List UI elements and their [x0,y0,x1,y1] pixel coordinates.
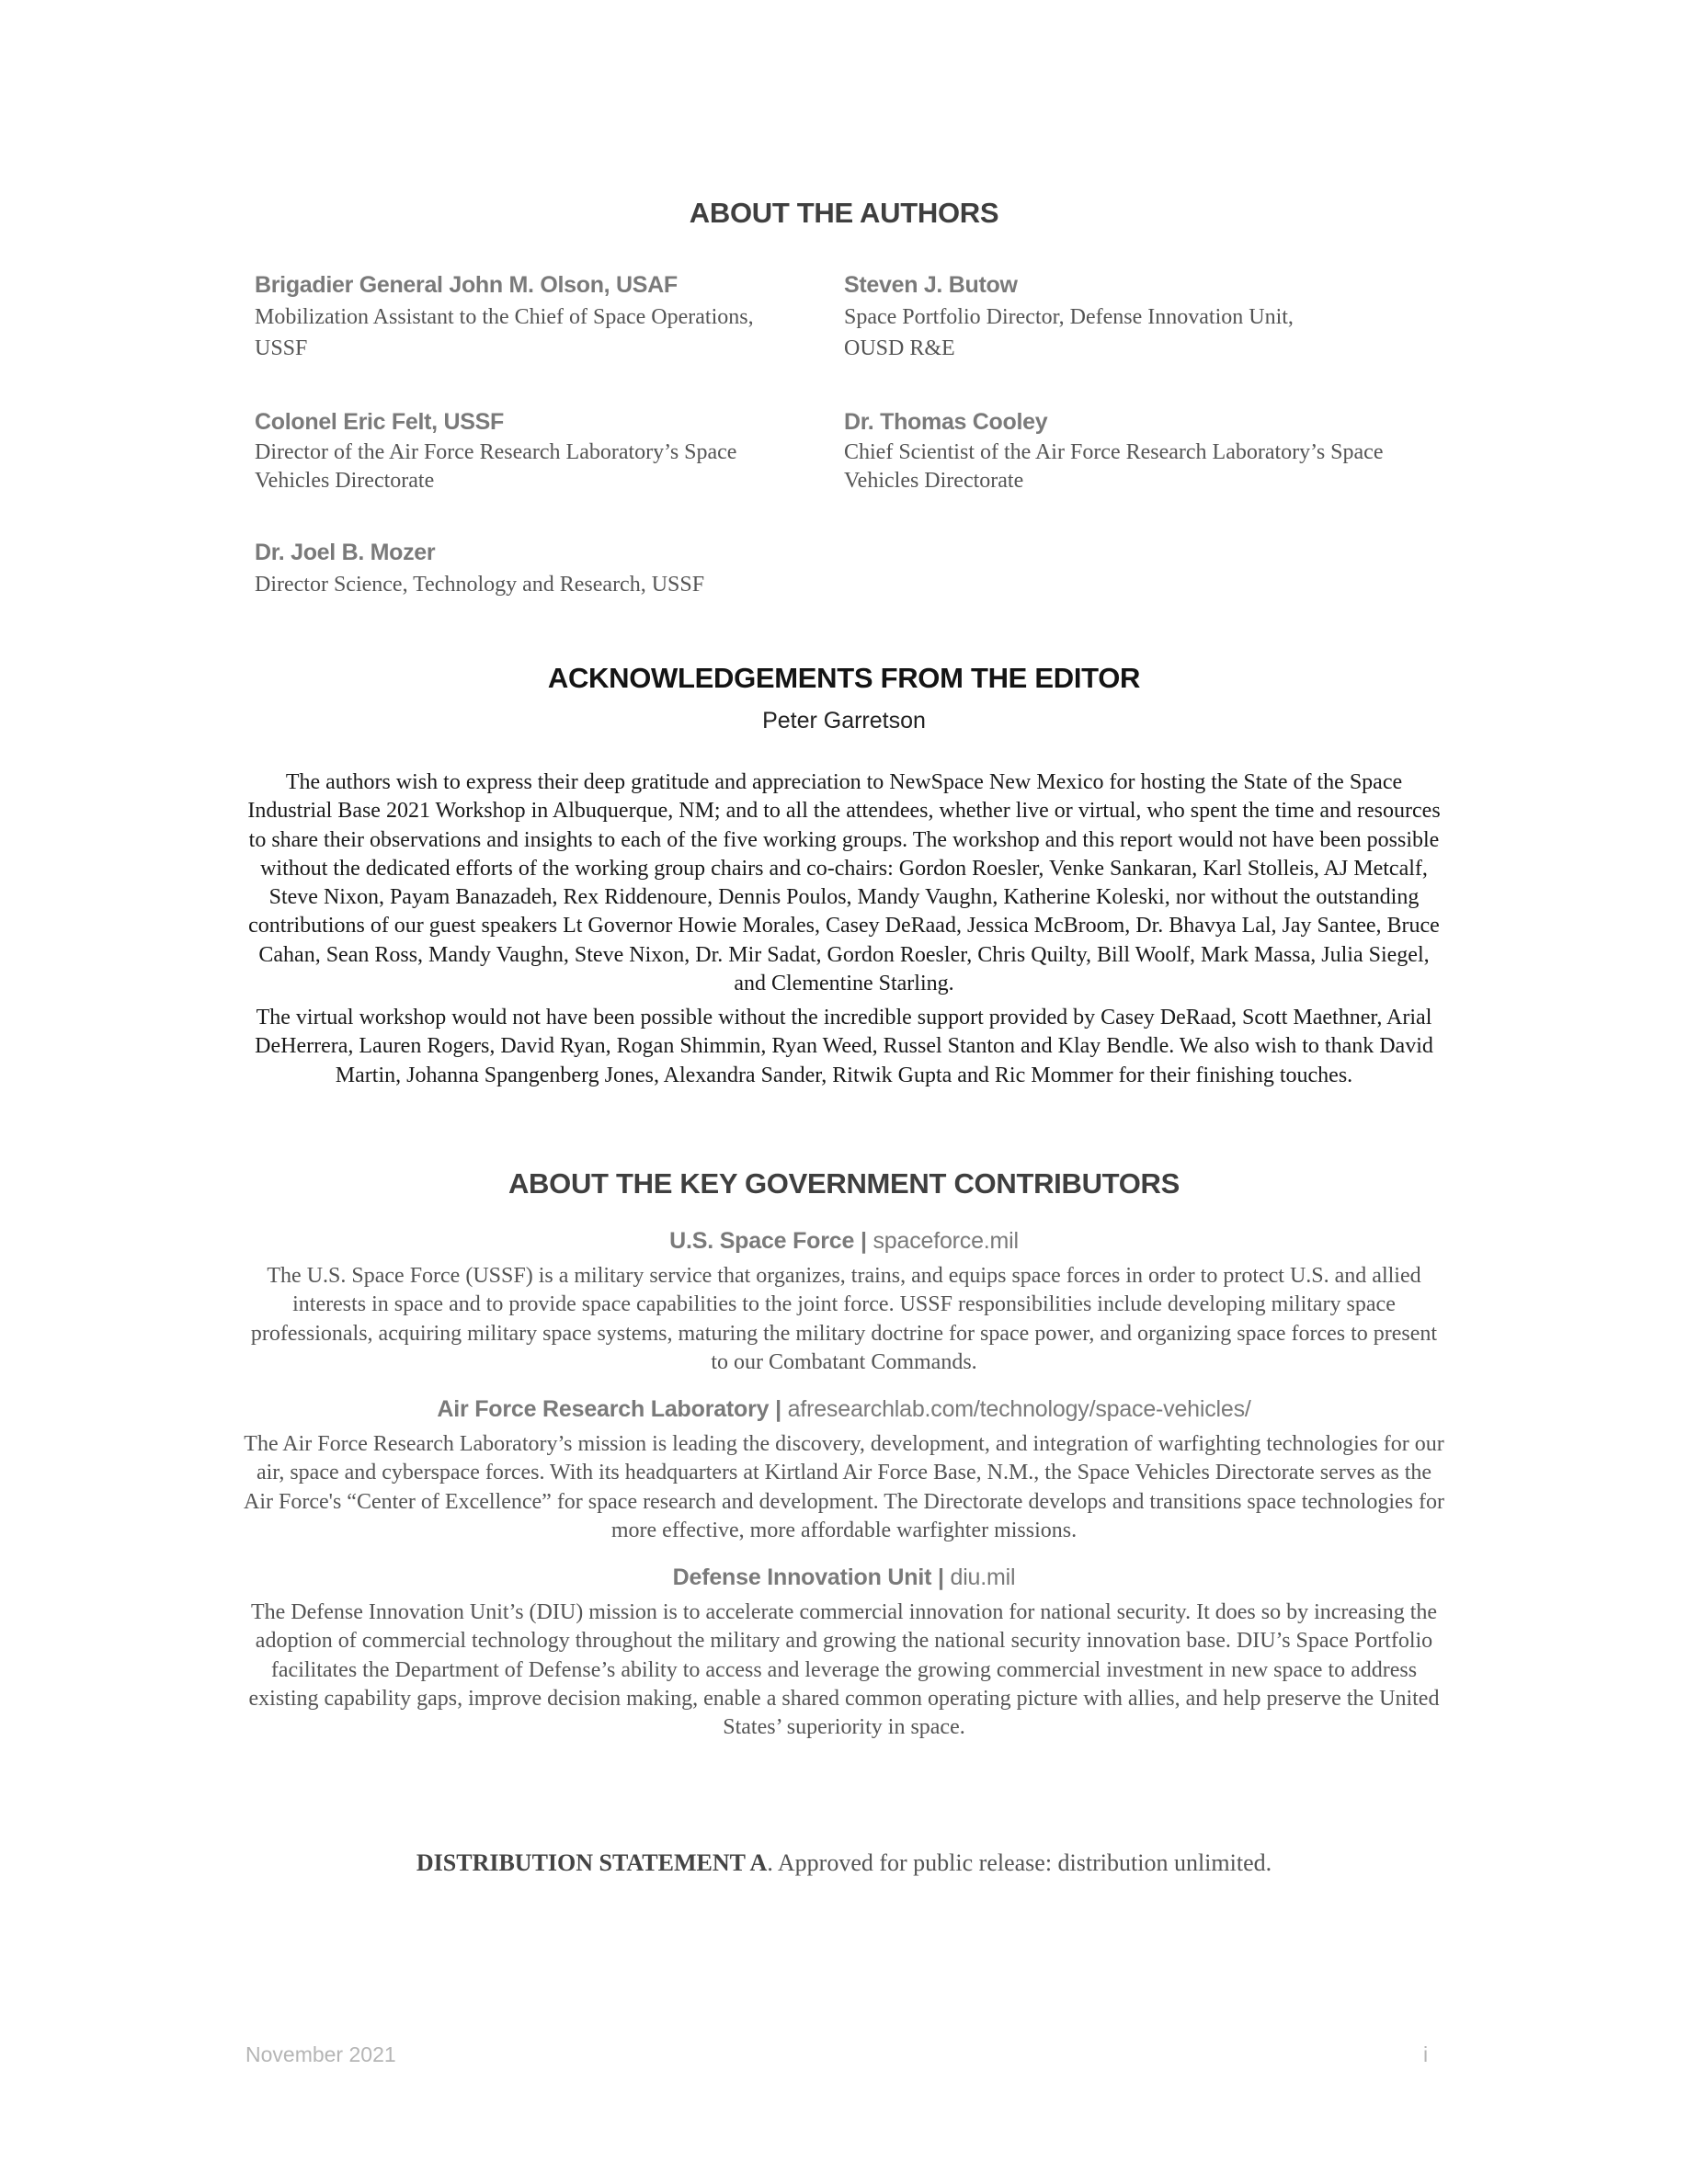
org-name: U.S. Space Force [669,1228,855,1254]
author-role: Director Science, Technology and Research, USSF [255,573,705,597]
author-name: Steven J. Butow [844,272,1018,298]
acknowledgements-title: ACKNOWLEDGEMENTS FROM THE EDITOR [547,662,1141,694]
author-entry [255,268,806,364]
org-description: The Air Force Research Laboratory’s mission is leading the discovery, development, and integration of warfighting technologies for our air, space and cyberspace forces. With its headquarters at Kirtland Air Force Base, N.M., the Space Vehicles Directorate serves as the Air Force's “Center of Excellence” for space research and development. The Directorate develops and transitions space technologies for more effective, more affordable warfighter missions. [243,1432,1444,1542]
distribution-text: . Approved for public release: distribution unlimited. [767,1849,1272,1876]
distribution-label: DISTRIBUTION STATEMENT A [416,1849,768,1876]
author-name: Dr. Joel B. Mozer [255,540,436,565]
org-url: afresearchlab.com/technology/space-vehicles/ [787,1396,1251,1422]
distribution-statement [0,1849,1688,1877]
acknowledgements-paragraph: The authors wish to express their deep gratitude and appreciation to NewSpace New Mexico for hosting the State of the Space Industrial Base 2021 Workshop in Albuquerque, NM; and to all the attendees, whether live or virtual, who spent the time and resources to share their observations and insights to each of the five working groups. The workshop and this report would not have been possible without the dedicated efforts of the working group chairs and co-chairs: Gordon Roesler, Venke Sankaran, Karl Stolleis, AJ Metcalf, Steve Nixon, Payam Banazadeh, Rex Riddenoure, Dennis Poulos, Mandy Vaughn, Katherine Koleski, nor without the outstanding contributions of our guest speakers Lt Governor Howie Morales, Casey DeRaad, Jessica McBroom, Dr. Bhavya Lal, Jay Santee, Bruce Cahan, Sean Ross, Mandy Vaughn, Steve Nixon, Dr. Mir Sadat, Gordon Roesler, Chris Quilty, Bill Woolf, Mark Massa, Julia Siegel, and Clementine Starling. [247,770,1441,996]
footer-page-number: i [1423,2042,1429,2066]
org-url: spaceforce.mil [873,1228,1019,1254]
contributors-section-title: ABOUT THE KEY GOVERNMENT CONTRIBUTORS [508,1167,1180,1200]
author-name: Dr. Thomas Cooley [844,409,1048,435]
editor-name: Peter Garretson [762,708,926,734]
author-name: Colonel Eric Felt, USSF [255,409,504,435]
author-role: Chief Scientist of the Air Force Research Laboratory’s Space Vehicles Directorate [844,440,1384,493]
author-role: Space Portfolio Director, Defense Innovation Unit, OUSD R&E [844,305,1294,360]
org-name: Air Force Research Laboratory [437,1396,770,1422]
org-heading [0,1396,1688,1423]
author-name: Brigadier General John M. Olson, USAF [255,272,678,298]
footer-date: November 2021 [245,2042,396,2066]
acknowledgements-paragraph: The virtual workshop would not have been possible without the incredible support provided by Casey DeRaad, Scott Maethner, Arial DeHerrera, Lauren Rogers, David Ryan, Rogan Shimmin, Ryan Weed, Russel Stanton and Klay Bendle. We also wish to thank David Martin, Johanna Spangenberg Jones, Alexandra Sander, Ritwik Gupta and Ric Mommer for their finishing touches. [255,1006,1433,1087]
author-entry [255,536,825,600]
author-entry [844,405,1432,495]
author-role: Mobilization Assistant to the Chief of Space Operations, USSF [255,305,754,360]
author-entry [844,268,1359,364]
author-entry [255,405,797,495]
org-description: The U.S. Space Force (USSF) is a military service that organizes, trains, and equips space forces in order to protect U.S. and allied interests in space and to provide space capabilities to the joint force. USSF responsibilities include developing military space professionals, acquiring military space systems, maturing the military doctrine for space power, and organizing space forces to present to our Combatant Commands. [250,1264,1438,1374]
author-role: Director of the Air Force Research Laboratory’s Space Vehicles Directorate [255,440,737,493]
authors-section-title: ABOUT THE AUTHORS [689,197,999,229]
org-url: diu.mil [950,1564,1016,1590]
org-separator: | [775,1396,781,1422]
org-heading [0,1564,1688,1591]
org-separator: | [860,1228,867,1254]
org-name: Defense Innovation Unit [672,1564,932,1590]
org-separator: | [937,1564,944,1590]
org-heading [0,1228,1688,1255]
org-description: The Defense Innovation Unit’s (DIU) mission is to accelerate commercial innovation for national security. It does so by increasing the adoption of commercial technology throughout the military and growing the national security innovation base. DIU’s Space Portfolio facilitates the Department of Defense’s ability to access and leverage the growing commercial investment in new space to address existing capability gaps, improve decision making, enable a shared common operating picture with allies, and help preserve the United States’ superiority in space. [248,1600,1440,1740]
